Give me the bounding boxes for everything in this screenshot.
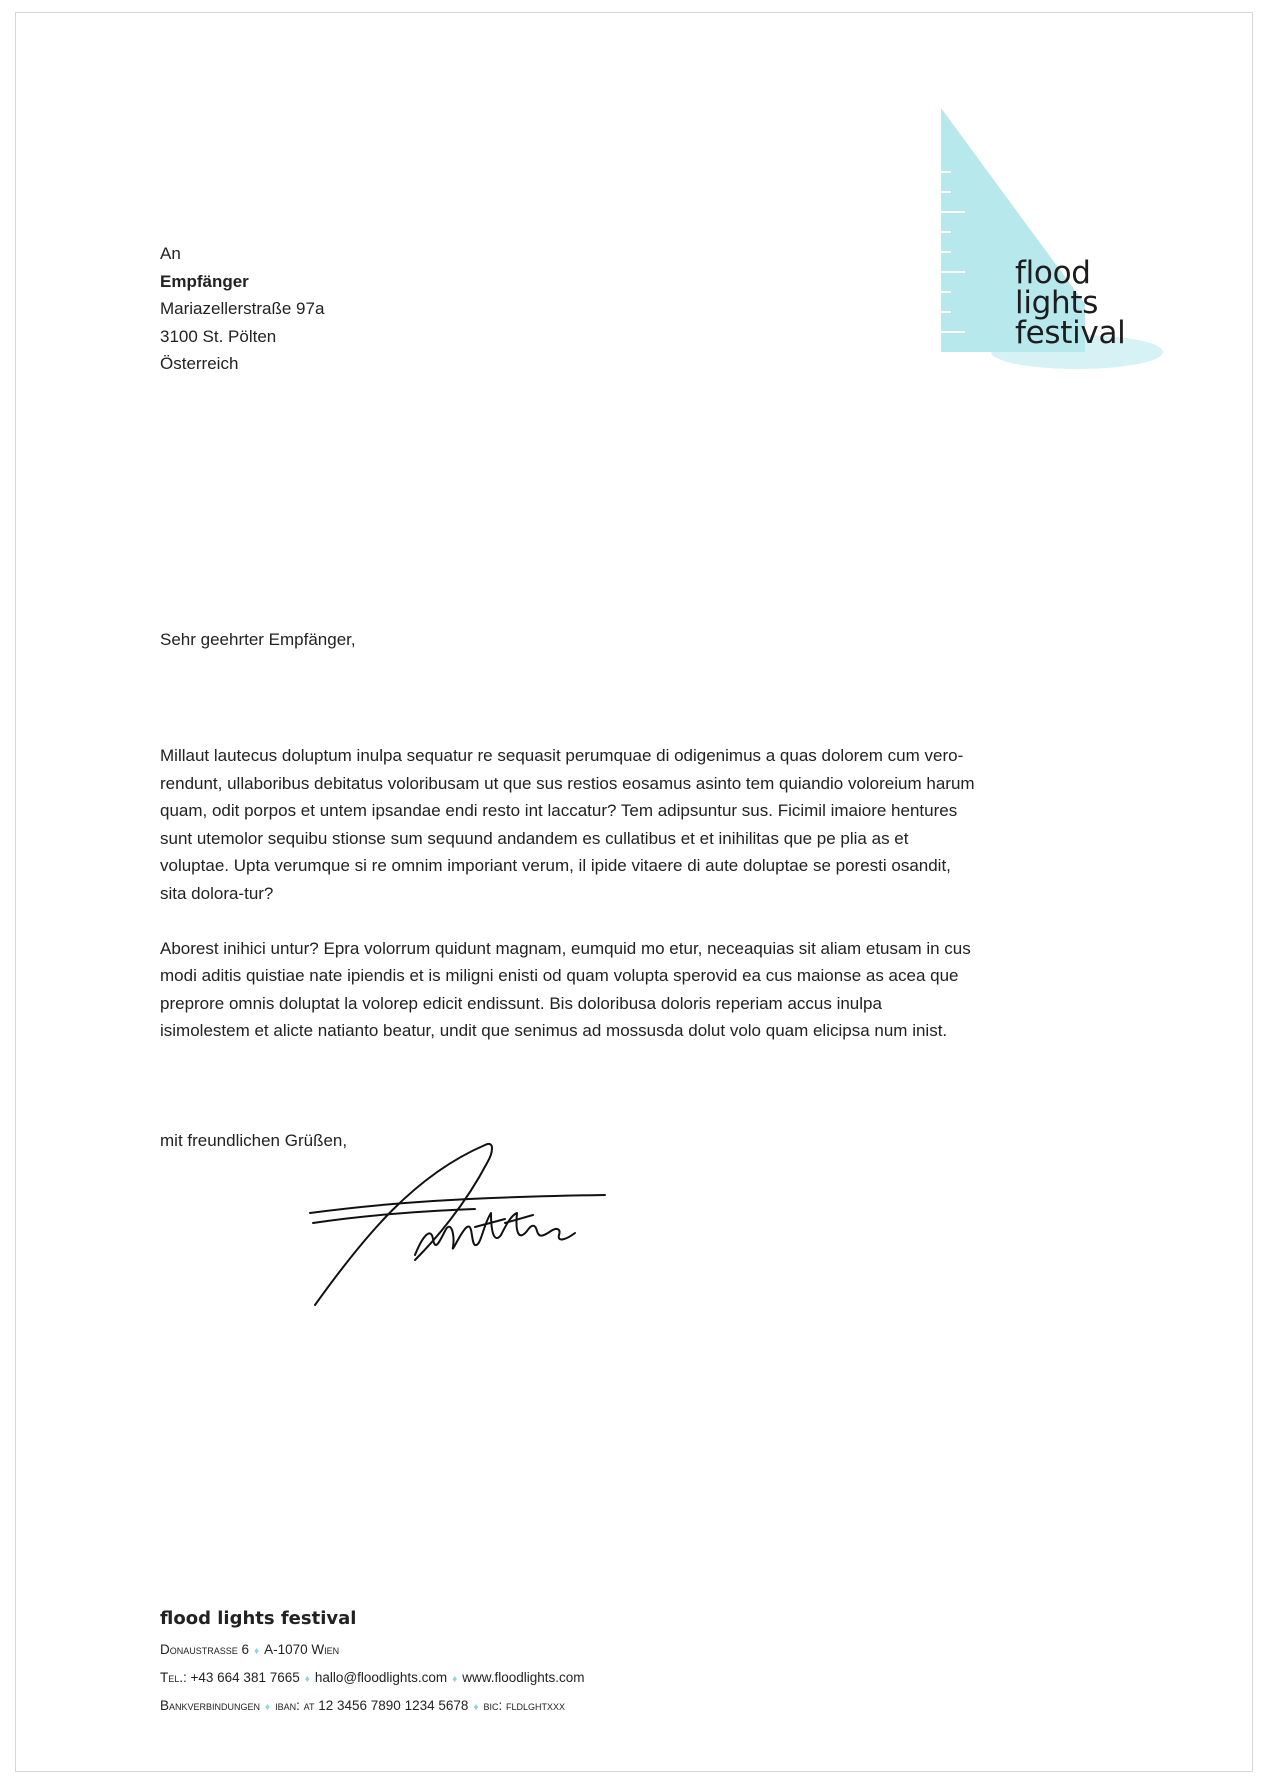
salutation: Sehr geehrter Empfänger,	[160, 630, 356, 649]
footer-address-line	[160, 1637, 585, 1665]
recipient-name: Empfänger	[160, 271, 249, 291]
recipient-address	[160, 240, 324, 378]
footer-website[interactable]: www.floodlights.com	[462, 1670, 585, 1685]
letterhead-footer	[160, 1608, 585, 1721]
footer-phone: Tel.: +43 664 381 7665	[160, 1670, 300, 1685]
footer-bank-label: Bankverbindungen	[160, 1698, 261, 1713]
footer-iban: iban: at 12 3456 7890 1234 5678	[275, 1698, 469, 1713]
footer-city: A-1070 Wien	[264, 1642, 340, 1657]
footer-company-name: flood lights festival	[160, 1608, 357, 1629]
footer-email[interactable]: hallo@floodlights.com	[314, 1670, 448, 1685]
footer-bank-line	[160, 1693, 585, 1721]
logo-word-3: festival	[1015, 315, 1126, 351]
diamond-separator-icon: ♦	[265, 1702, 271, 1713]
body-paragraph-2: Aborest inihici untur? Epra volorrum quidunt magnam, eumquid mo etur, neceaquias sit aliam etusam in cus modi aditis quistiae nate ipiendis et is miligni enisti od quam volupta sperovid ea cus maionse as acea que preprore omnis doluptat la volorep edicit endissunt. Bis doloribusa doloris reperiam accus inulpa isimolestem et alicte natianto beatur, undit que senimus ad mossusda dolut volo quam elicipsa num inist.	[160, 938, 971, 1040]
body-paragraph-1: Millaut lautecus doluptum inulpa sequatur re sequasit perumquae di odigenimus a quas dolorem cum vero-rendunt, ullaboribus debitatus voloribusam ut que sus restios eosamus asinto tem quiandio voloreium harum quam, odit porpos et untem ipsandae endi resto int laccatur? Tem adipsuntur sus. Ficimil imaiore hentures sunt utemolor sequibu stionse sum sequund andandem es cullatibus et et inihilitas que pe plia as et voluptae. Upta verumque si re omnim imporiant verum, il ipide vitaere di aute doluptae se poresti osandit, sita dolora-tur?	[160, 746, 975, 903]
footer-street: Donaustrasse 6	[160, 1642, 250, 1657]
diamond-separator-icon: ♦	[304, 1674, 310, 1685]
diamond-separator-icon: ♦	[254, 1646, 260, 1657]
recipient-city: 3100 St. Pölten	[160, 326, 277, 346]
footer-bic: bic: fldlghtxxx	[483, 1698, 566, 1713]
logo-word-2: lights	[1015, 285, 1099, 321]
recipient-street: Mariazellerstraße 97a	[160, 299, 325, 318]
recipient-prefix: An	[160, 244, 181, 263]
footer-contact-line	[160, 1665, 585, 1693]
handwritten-signature	[305, 1135, 610, 1310]
diamond-separator-icon: ♦	[473, 1702, 479, 1713]
letter-body	[160, 742, 976, 1072]
closing: mit freundlichen Grüßen,	[160, 1131, 348, 1150]
recipient-country: Österreich	[160, 354, 239, 373]
logo-wordmark	[1015, 255, 1126, 351]
logo-word-1: flood	[1015, 255, 1091, 291]
diamond-separator-icon: ♦	[452, 1674, 458, 1685]
